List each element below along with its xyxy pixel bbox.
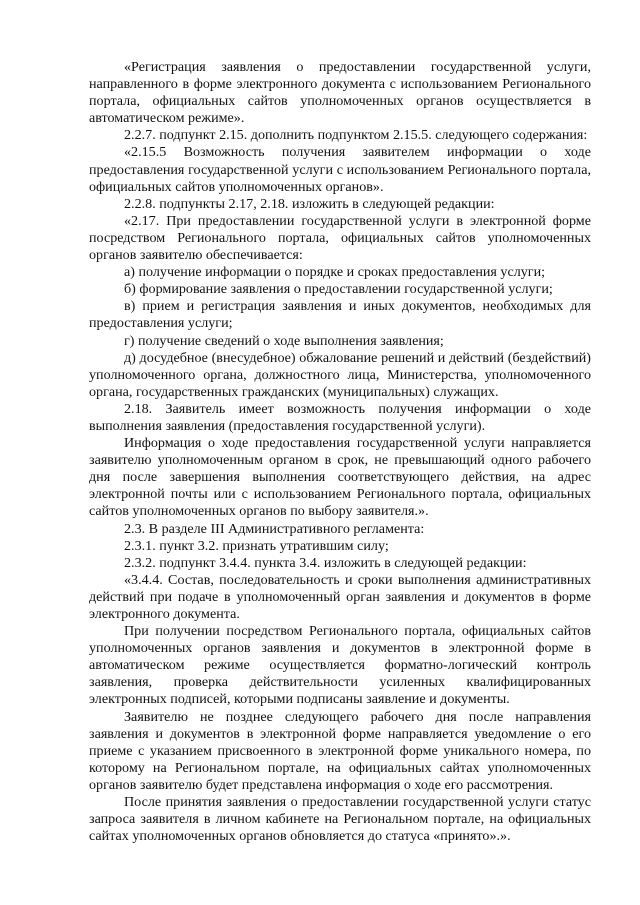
paragraph-status-accepted: После принятия заявления о предоставлении государственной услуги статус запроса заявителя в личном кабинете на Региональном портале, на официальных сайтах уполномоченных органов обновляется до статуса «принято».». [89, 794, 591, 845]
list-item-b: б) формирование заявления о предоставлении государственной услуги; [124, 281, 553, 298]
paragraph-2-3: 2.3. В разделе III Административного регламента: [124, 520, 425, 537]
paragraph-2-17: «2.17. При предоставлении государственной услуги в электронной форме посредством Регионального портала, официальных сайтов уполномоченных органов заявителю обеспечивается: [89, 212, 591, 264]
list-item-a: а) получение информации о порядке и сроках предоставления услуги; [124, 264, 546, 281]
paragraph-2-3-2: 2.3.2. подпункт 3.4.4. пункта 3.4. изложить в следующей редакции: [124, 554, 527, 571]
paragraph-notification: Заявителю не позднее следующего рабочего дня после направления заявления и документов в электронной форме направляется уведомление о его приеме с указанием присвоенного в электронной форме уникального номера, по которому на Региональном портале, на официальных сайтах уполномоченных органов заявителю будет представлена информация о ходе его рассмотрения. [89, 708, 591, 793]
paragraph-2-2-8: 2.2.8. подпункты 2.17, 2.18. изложить в следующей редакции: [124, 195, 495, 212]
list-item-v: в) прием и регистрация заявления и иных документов, необходимых для предоставления услуги; [89, 298, 591, 332]
paragraph-receipt-check: При получении посредством Регионального портала, официальных сайтов уполномоченных органов заявления и документов в электронной форме в автоматическом режиме осуществляется форматно-логический контроль заявления, проверка действительности усиленных квалифицированных электронных подписей, которыми подписаны заявление и документы. [89, 623, 591, 708]
paragraph-registration-quote: «Регистрация заявления о предоставлении государственной услуги, направленного в форме электронного документа с использованием Регионального портала, официальных сайтов уполномоченных органов осуществляется в автоматическом режиме». [89, 59, 591, 127]
list-item-d: д) досудебное (внесудебное) обжалование решений и действий (бездействий) уполномоченного органа, должностного лица, Министерства, уполномоченного органа, государственных гражданских (муниципальных) служащих. [89, 349, 591, 400]
paragraph-2-3-1: 2.3.1. пункт 3.2. признать утратившим силу; [124, 537, 389, 554]
paragraph-2-15-5: «2.15.5 Возможность получения заявителем информации о ходе предоставления государственной услуги с использованием Регионального портала, официальных сайтов уполномоченных органов». [89, 144, 591, 195]
paragraph-info-progress: Информация о ходе предоставления государственной услуги направляется заявителю уполномоченным органом в срок, не превышающий одного рабочего дня после завершения выполнения соответствующего действия, на адрес электронной почты или с использованием Регионального портала, официальных сайтов уполномоченных органов по выбору заявителя.». [89, 435, 591, 520]
list-item-g: г) получение сведений о ходе выполнения заявления; [124, 332, 444, 349]
paragraph-2-18: 2.18. Заявитель имеет возможность получения информации о ходе выполнения заявления (предоставления государственной услуги). [89, 400, 591, 434]
paragraph-3-4-4: «3.4.4. Состав, последовательность и сроки выполнения административных действий при подаче в уполномоченный орган заявления и документов в форме электронного документа. [89, 571, 591, 622]
paragraph-2-2-7: 2.2.7. подпункт 2.15. дополнить подпунктом 2.15.5. следующего содержания: [124, 127, 588, 144]
